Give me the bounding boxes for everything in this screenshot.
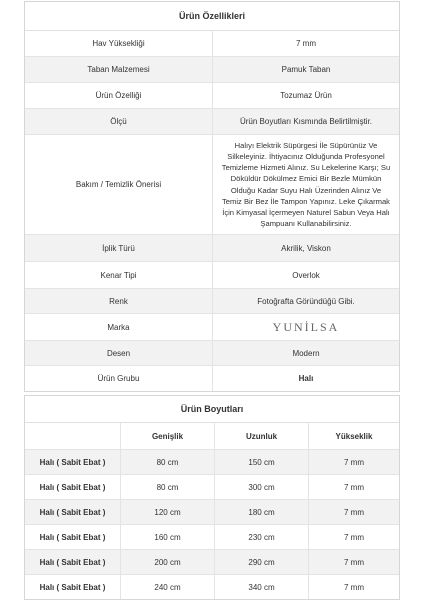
sizes-header-row — [25, 423, 399, 450]
feature-label: Ölçü — [25, 109, 213, 134]
feature-label: Bakım / Temizlik Önerisi — [25, 135, 213, 234]
length-cell: 290 cm — [215, 550, 309, 574]
feature-row-pattern — [25, 341, 399, 366]
size-type-cell: Halı ( Sabit Ebat ) — [25, 450, 121, 474]
feature-value: Ürün Boyutları Kısmında Belirtilmiştir. — [239, 117, 373, 126]
height-cell: 7 mm — [344, 482, 364, 492]
width-cell: 120 cm — [121, 500, 215, 524]
height-cell: 7 mm — [344, 582, 364, 592]
product-features-title: Ürün Özellikleri — [25, 2, 399, 31]
height-cell: 7 mm — [344, 457, 364, 467]
brand-logo: YUNİLSA — [272, 319, 340, 334]
width-cell: 160 cm — [121, 525, 215, 549]
product-sizes-table — [24, 395, 400, 600]
width-cell: 80 cm — [121, 450, 215, 474]
length-cell: 340 cm — [215, 575, 309, 599]
feature-label: Kenar Tipi — [25, 262, 213, 288]
feature-row-size — [25, 109, 399, 135]
table-row — [25, 525, 399, 550]
feature-row-product-group — [25, 366, 399, 391]
size-type-cell: Halı ( Sabit Ebat ) — [25, 575, 121, 599]
header-cell-height: Yükseklik — [335, 431, 373, 441]
feature-row-base-material — [25, 57, 399, 83]
feature-value: Halıyı Elektrik Süpürgesi İle Süpürünüz Ve Silkeleyiniz. İhtiyacınız Olduğunda Profesyonel Temizleme Hizmeti Alınız. Su Lekelerine Karşı; Su Döküldür Dökülmez Emici Bir Bezle Mümkün Olduğu Kadar Suyu Halı Üzerinden Alınız Ve Temiz Bir Bez İle Tampon Yapınız. Leke Çıkarmak İçin Kimyasal İçermeyen Naturel Sabun Veya Halı Şampuanı Kullanabilirsiniz. — [221, 140, 391, 229]
length-cell: 150 cm — [215, 450, 309, 474]
size-type-cell: Halı ( Sabit Ebat ) — [25, 475, 121, 499]
height-cell: 7 mm — [344, 557, 364, 567]
height-cell: 7 mm — [344, 532, 364, 542]
header-cell — [25, 423, 121, 449]
size-type-cell: Halı ( Sabit Ebat ) — [25, 525, 121, 549]
feature-label: Hav Yüksekliği — [25, 31, 213, 56]
feature-value: Modern — [292, 348, 320, 358]
header-cell-width: Genişlik — [121, 423, 215, 449]
feature-row-product-feature — [25, 83, 399, 109]
feature-value — [213, 314, 399, 340]
feature-row-care — [25, 135, 399, 235]
table-row — [25, 500, 399, 525]
feature-value: Akrilik, Viskon — [281, 243, 331, 253]
feature-value: Fotoğrafta Göründüğü Gibi. — [257, 296, 355, 306]
length-cell: 180 cm — [215, 500, 309, 524]
table-row — [25, 550, 399, 575]
table-row — [25, 575, 399, 599]
feature-label: Renk — [25, 289, 213, 313]
product-sizes-title: Ürün Boyutları — [25, 396, 399, 423]
feature-row-pile-height — [25, 31, 399, 57]
feature-value: Tozumaz Ürün — [280, 91, 332, 100]
feature-value: Pamuk Taban — [281, 65, 331, 74]
feature-label: Desen — [25, 341, 213, 365]
length-cell: 300 cm — [215, 475, 309, 499]
width-cell: 240 cm — [121, 575, 215, 599]
table-row — [25, 450, 399, 475]
feature-label: Ürün Özelliği — [25, 83, 213, 108]
product-features-table — [24, 1, 400, 392]
height-cell: 7 mm — [344, 507, 364, 517]
feature-value: 7 mm — [296, 39, 316, 48]
length-cell: 230 cm — [215, 525, 309, 549]
width-cell: 80 cm — [121, 475, 215, 499]
feature-row-brand — [25, 314, 399, 341]
size-type-cell: Halı ( Sabit Ebat ) — [25, 550, 121, 574]
feature-value: Overlok — [292, 270, 320, 280]
feature-label: Taban Malzemesi — [25, 57, 213, 82]
feature-label: Marka — [25, 314, 213, 340]
size-type-cell: Halı ( Sabit Ebat ) — [25, 500, 121, 524]
feature-label: İplik Türü — [25, 235, 213, 261]
header-cell-length: Uzunluk — [215, 423, 309, 449]
feature-row-yarn-type — [25, 235, 399, 262]
feature-row-edge-type — [25, 262, 399, 289]
feature-value: Halı — [298, 374, 314, 383]
table-row — [25, 475, 399, 500]
width-cell: 200 cm — [121, 550, 215, 574]
feature-row-color — [25, 289, 399, 314]
feature-label: Ürün Grubu — [25, 366, 213, 391]
